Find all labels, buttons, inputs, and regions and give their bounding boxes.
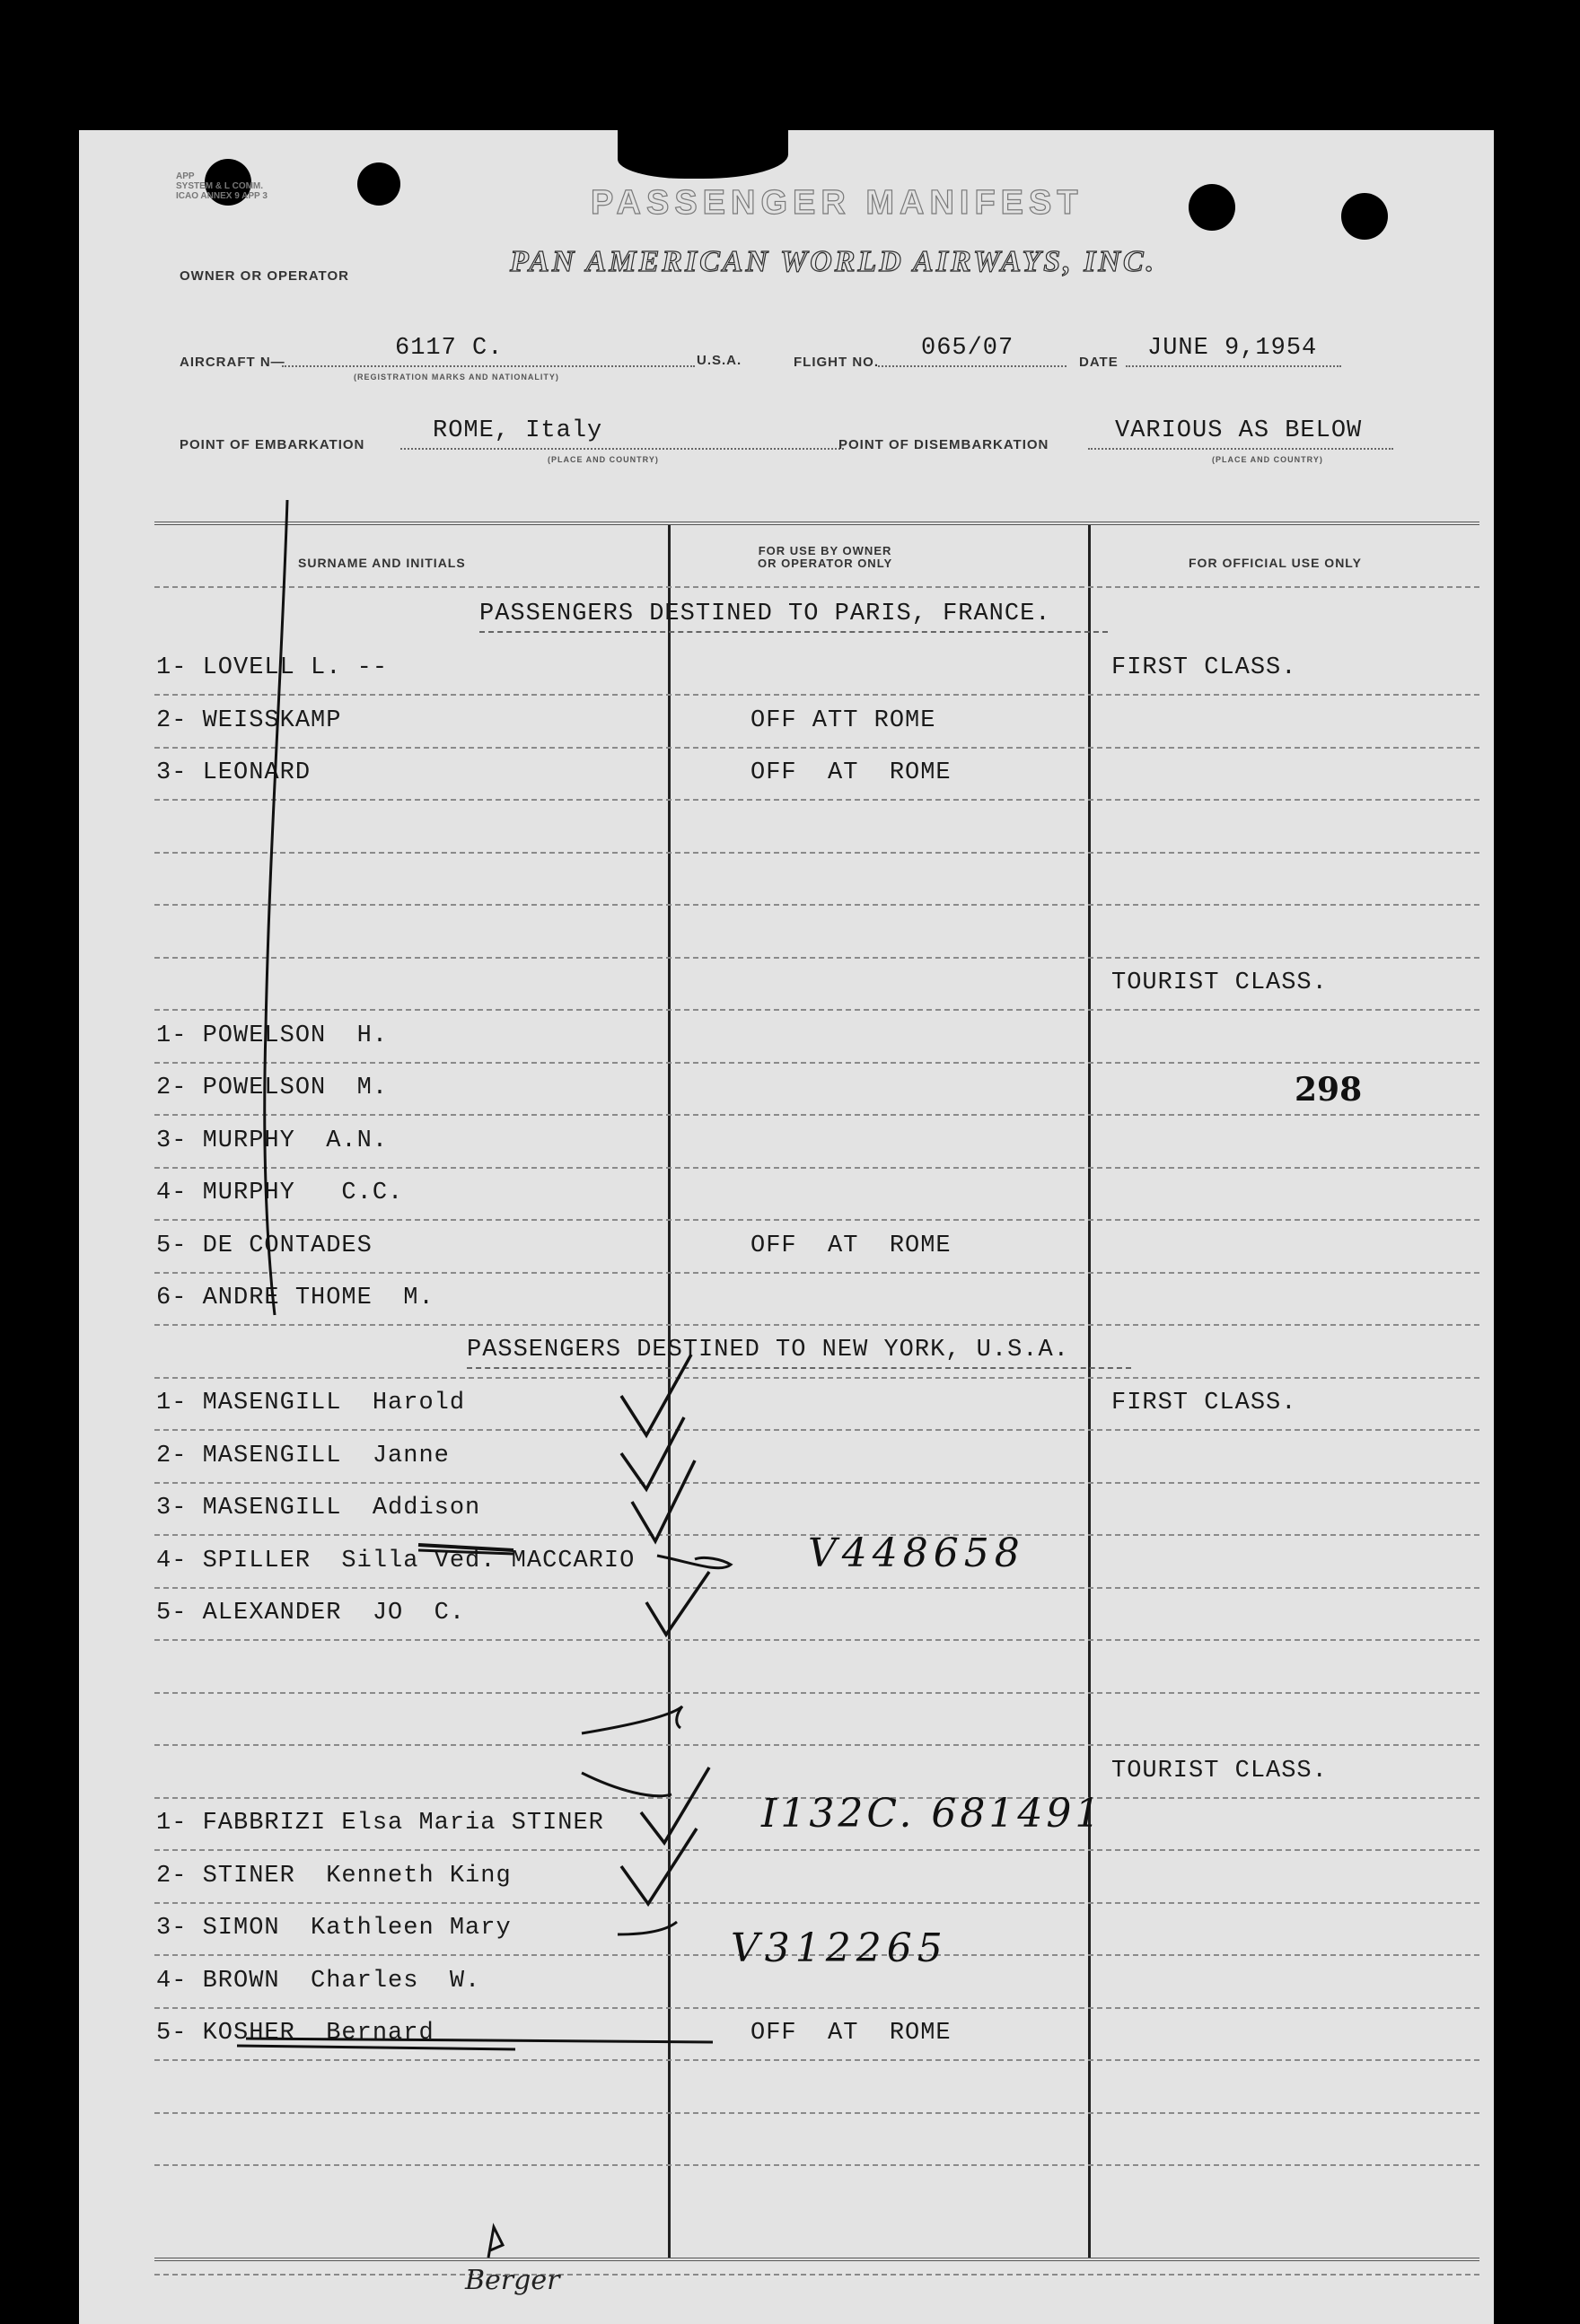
manifest-page <box>79 130 1494 2324</box>
passenger-name: 1- FABBRIZI Elsa Maria STINER <box>156 1810 604 1837</box>
disembarkation-value: VARIOUS AS BELOW <box>1115 417 1363 444</box>
handwritten-signature: Berger <box>465 2265 560 2296</box>
passenger-name: 3- MASENGILL Addison <box>156 1495 481 1522</box>
owner-note: OFF ATT ROME <box>750 706 936 734</box>
passenger-name: 2- STINER Kenneth King <box>156 1862 512 1890</box>
passenger-name: 4- BROWN Charles W. <box>156 1967 481 1995</box>
checkmark-icon <box>632 1460 695 1541</box>
handwriting-overlay <box>79 130 1494 2324</box>
embarkation-label: POINT OF EMBARKATION <box>180 437 365 452</box>
passenger-name: 5- KOSHER Bernard <box>156 2020 434 2047</box>
aircraft-label: AIRCRAFT N— <box>180 355 285 370</box>
passenger-name: 3- MURPHY A.N. <box>156 1127 389 1154</box>
official-note: FIRST CLASS. <box>1111 654 1297 681</box>
passenger-name: 6- ANDRE THOME M. <box>156 1285 434 1311</box>
disembarkation-caption: (PLACE AND COUNTRY) <box>1212 455 1323 464</box>
aircraft-caption: (REGISTRATION MARKS AND NATIONALITY) <box>354 373 559 381</box>
col-header-owner: FOR USE BY OWNER OR OPERATOR ONLY <box>758 544 893 570</box>
passenger-name: 1- MASENGILL Harold <box>156 1390 466 1416</box>
checkmark-icon <box>621 1417 684 1489</box>
checkmark-icon <box>621 1829 697 1904</box>
checkmark-icon <box>646 1572 709 1635</box>
passenger-name: 3- LEONARD <box>156 759 312 786</box>
owner-label: OWNER OR OPERATOR <box>180 268 349 284</box>
handwritten-passport: I132C. 681491 <box>761 1791 1104 1837</box>
official-note: FIRST CLASS. <box>1111 1390 1297 1416</box>
usa-label: U.S.A. <box>697 353 742 368</box>
passenger-name: 2- MASENGILL Janne <box>156 1442 450 1469</box>
stamp-number: 298 <box>1295 1071 1363 1109</box>
checkmark-icon <box>641 1767 709 1843</box>
arrow-mark <box>582 1706 682 1733</box>
approval-line: APP <box>176 171 195 181</box>
section-header-paris: PASSENGERS DESTINED TO PARIS, FRANCE. <box>479 601 1051 627</box>
passenger-name: 2- WEISSKAMP <box>156 706 342 734</box>
approval-line: ICAO ANNEX 9 APP 3 <box>176 191 268 201</box>
passenger-name: 3- SIMON Kathleen Mary <box>156 1915 512 1942</box>
col-header-official: FOR OFFICIAL USE ONLY <box>1189 556 1362 570</box>
strike-line <box>237 2046 515 2049</box>
owner-note: OFF AT ROME <box>750 2020 952 2047</box>
embarkation-value: ROME, Italy <box>433 417 603 444</box>
checkmark-icon <box>582 1773 672 1796</box>
passenger-name: 5- ALEXANDER JO C. <box>156 1600 466 1627</box>
embarkation-caption: (PLACE AND COUNTRY) <box>548 455 659 464</box>
date-value: JUNE 9,1954 <box>1147 335 1318 362</box>
aircraft-value: 6117 C. <box>395 335 504 362</box>
company-name: PAN AMERICAN WORLD AIRWAYS, INC. <box>510 245 1157 278</box>
handwritten-passport: V312265 <box>731 1925 948 1971</box>
margin-pen-line <box>265 500 287 1315</box>
approval-line: SYSTEM & L COMM. <box>176 181 264 191</box>
official-note: TOURIST CLASS. <box>1111 969 1328 996</box>
owner-note: OFF AT ROME <box>750 1232 952 1259</box>
handwritten-passport: V448658 <box>808 1530 1025 1576</box>
section-header-newyork: PASSENGERS DESTINED TO NEW YORK, U.S.A. <box>467 1337 1069 1364</box>
flight-label: FLIGHT NO. <box>794 355 879 370</box>
passenger-name: 5- DE CONTADES <box>156 1232 373 1259</box>
arrow-mark <box>618 1922 677 1934</box>
strike-line <box>246 2039 713 2042</box>
form-title: PASSENGER MANIFEST <box>591 184 1084 222</box>
owner-note: OFF AT ROME <box>750 759 952 786</box>
footer-pen-mark <box>488 2227 503 2258</box>
passenger-name: 4- SPILLER Silla Ved. MACCARIO <box>156 1547 636 1574</box>
col-header-surname: SURNAME AND INITIALS <box>298 556 466 570</box>
passenger-name: 1- POWELSON H. <box>156 1022 389 1049</box>
passenger-name: 1- LOVELL L. -- <box>156 654 389 681</box>
passenger-name: 2- POWELSON M. <box>156 1074 389 1101</box>
arrow-mark <box>657 1556 731 1568</box>
official-note: TOURIST CLASS. <box>1111 1757 1328 1785</box>
flight-value: 065/07 <box>921 335 1014 362</box>
disembarkation-label: POINT OF DISEMBARKATION <box>838 437 1049 452</box>
passenger-name: 4- MURPHY C.C. <box>156 1180 404 1206</box>
date-label: DATE <box>1079 355 1119 370</box>
